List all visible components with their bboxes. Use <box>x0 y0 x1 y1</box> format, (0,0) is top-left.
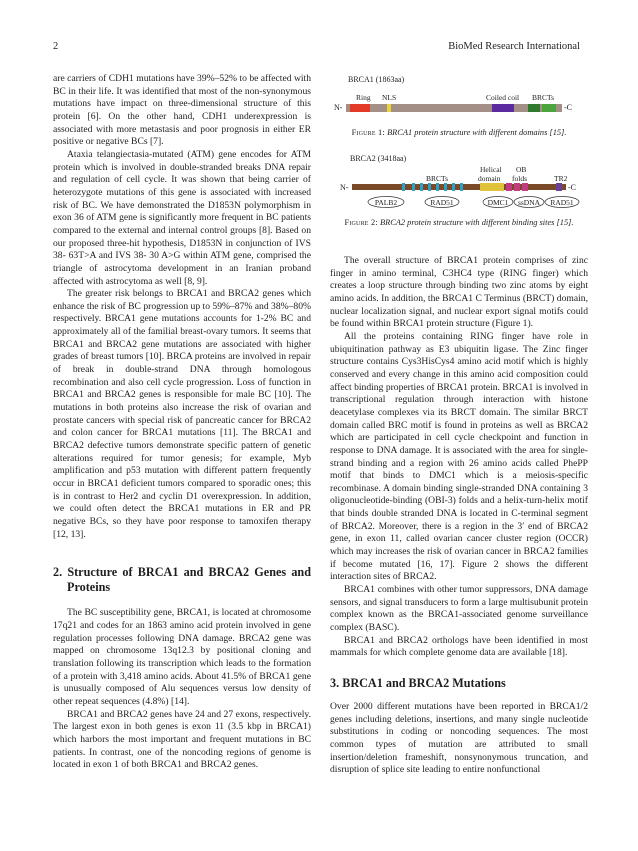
helical-domain <box>480 183 504 191</box>
ob-fold <box>514 183 520 191</box>
c-terminus-label: -C <box>564 103 572 112</box>
binding-site-rad51: RAD51 <box>430 198 454 207</box>
nls-domain <box>387 104 391 112</box>
c-terminus-label: -C <box>568 183 576 192</box>
binding-site-dmc1: DMC1 <box>487 198 509 207</box>
tr2-domain <box>556 183 562 191</box>
brct-domain-1 <box>528 104 540 112</box>
paragraph: The overall structure of BRCA1 protein comprises of zinc finger in amino terminal, C3HC4 type (RING finger) which creates a loop structure through binding two zinc atoms by eight amino acids. In addition, the BRCA1 C Terminus (BRCT) domain, nuclear localization signal, and nuclear export signal motifs could be found within BRCA1 protein structure (Figure 1). <box>330 255 588 330</box>
protein-bar <box>352 184 566 190</box>
paragraph: BRCA1 and BRCA2 orthologs have been identified in most mammals for which complete genome data are available [18]. <box>330 634 588 659</box>
ring-label: Ring <box>356 93 371 102</box>
n-terminus-label: N- <box>334 103 343 112</box>
binding-site-ssdna: ssDNA <box>517 198 541 207</box>
section-heading: 2. Structure of BRCA1 and BRCA2 Genes and Proteins <box>53 565 311 595</box>
ob-fold <box>522 183 528 191</box>
binding-site-rad51-c: RAD51 <box>550 198 574 207</box>
binding-site-palb2: PALB2 <box>374 198 398 207</box>
figure-2 <box>330 152 588 228</box>
caption-text: BRCA2 protein structure with different binding sites [15]. <box>379 218 574 227</box>
running-header: BioMed Research International <box>448 41 580 52</box>
ring-domain <box>350 104 370 112</box>
coiled-coil-label: Coiled coil <box>486 93 520 102</box>
brc-repeat <box>460 183 463 191</box>
right-column <box>330 255 588 777</box>
brcts-label: BRCTs <box>532 93 554 102</box>
nls-label: NLS <box>382 93 397 102</box>
paragraph: BRCA1 combines with other tumor suppressors, DNA damage sensors, and signal transducers to form a large multisubunit protein complex known as the BRCA1-associated genome surveillance complex (BASC). <box>330 584 588 634</box>
ob-label-2: folds <box>512 174 527 183</box>
paragraph: Ataxia telangiectasia-mutated (ATM) gene encodes for ATM protein which is involved in double-stranded breaks DNA repair and regulation of cell cycle. It was shown that being carrier of heterozygote mutations of this gene is associated with increased risk of BC. We have demonstrated the D1853N polymorphism in exon 36 of ATM gene is significantly more frequent in BC patients compared to the external and internal control groups [8]. Based on our proposed three-hit hypothesis, D1853N in conjunction of IVS 38- 63T>A and IVS 38- 30 A>G within ATM gene, comprised the triangle of astrocytoma development in an Iranian proband affected with astrocytoma as well [8, 9]. <box>53 148 311 287</box>
paragraph: The greater risk belongs to BRCA1 and BRCA2 genes which enhance the risk of BC progression up to 59%–87% and 38%–80% respectively. BRCA1 gene mutations accounts for 1-2% BC and approximately all of the familial breast-ovary tumors. It seems that BRCA1 and BRCA2 gene mutations are associated with higher grades of breast tumors [10]. BRCA proteins are involved in repair of break in double-strand DNA through homologous recombination and also cell cycle progression. Loss of function in BRCA1 and BRCA2 genes is responsible for male BC [10]. The mutations in both proteins also increase the risk of ovarian and prostate cancers with special risk of pancreatic cancer for BRCA2 and colon cancer for BRCA1 mutations [11]. The BRCA1 and BRCA2 defective tumors demonstrate specific pattern of genetic alterations required for tumor genesis; for example, Myb amplification and p53 mutation with different pattern frequently occur in BRCA1 deficient tumors compared to sporadic ones; this is in contrast to Her2 and cyclin D1 overexpression. In addition, we could often detect the BRCA1 mutations in ER and PR negative BCs, so they have poor response to tamoxifen therapy [12, 13]. <box>53 288 311 540</box>
coiled-coil-domain <box>492 104 514 112</box>
caption-text: BRCA1 protein structure with different domains [15]. <box>387 128 567 137</box>
brct-domain-2 <box>542 104 556 112</box>
n-terminus-label: N- <box>340 183 349 192</box>
figure-1-caption <box>330 127 588 138</box>
paragraph: are carriers of CDH1 mutations have 39%–52% to be affected with BC in their life. It was identified that most of the non-synonymous mutations have impact on three-dimensional structure of this protein [6]. On the other hand, CDH1 underexpression is associated with more metastasis and poor prognosis in either ER positive or negative BCs [7]. <box>53 73 311 148</box>
section-heading: 3. BRCA1 and BRCA2 Mutations <box>330 676 506 690</box>
helical-label-1: Helical <box>480 165 502 174</box>
figure-1 <box>330 74 588 138</box>
brc-repeat <box>402 183 405 191</box>
brc-repeat <box>412 183 415 191</box>
brc-repeat <box>428 183 431 191</box>
paragraph: BRCA1 and BRCA2 genes have 24 and 27 exons, respectively. The largest exon in both genes is exon 11 (3.5 kbp in BRCA1) which harbors the most important and frequent mutations in BC patients. In contrast, one of the noncoding regions of genome is located in exon 1 of both BRCA1 and BRCA2 genes. <box>53 708 311 771</box>
tr2-label: TR2 <box>554 174 568 183</box>
brca2-domain-diagram <box>330 152 588 210</box>
figure-2-caption <box>330 217 588 228</box>
brc-repeat <box>420 183 423 191</box>
paragraph: All the proteins containing RING finger have role in ubiquitination pathway as E3 ubiquitin ligase. The Zinc finger structure contains Cys3HisCys4 amino acid motif which is highly conserved and every change in this amino acid composition could affect binding properties of BRCA1 protein. BRCA1 is involved in transcriptional regulation through interaction with histone deacetylase complexes via its BRCT domain. The similar BRCT domain called BRC motif is found in proteins as well as BRCA2 which are participated in cell cycle checkpoint and function in response to DNA damage. It is associated with the area for single-strand binding and a region with 26 amino acids called PhePP motif that binds to DMC1 which is a meiosis-specific recombinase. A domain binding single-stranded DNA containing 3 oligonucleotide-binding (OBI-3) folds and a helix-turn-helix motif that binds double stranded DNA is located in C-terminal segment of BRCA2. Moreover, there is a region in the 3′ end of BRCA2 gene, in exon 11, called ovarian cancer cluster region (OCCR) which may increases the risk of ovarian cancer in BRCA2 families if become mutated [16, 17]. Figure 2 shows the different interaction sites of BRCA2. <box>330 330 588 583</box>
figure-label: Figure 1: <box>351 128 385 137</box>
brca1-domain-diagram <box>330 74 588 120</box>
page-number: 2 <box>53 41 59 52</box>
helical-label-2: domain <box>478 174 501 183</box>
ob-fold <box>506 183 512 191</box>
paragraph: The BC susceptibility gene, BRCA1, is located at chromosome 17q21 and codes for an 1863 amino acid protein involved in gene regulation processes following DNA damage. BRCA2 gene was mapped on chromosome 13q12.3 by positional cloning and translation following its transcription which leads to the formation of a protein with 3,418 amino acids. About 41.5% of BRCA1 gene is unusually composed of Alu sequences versus low density of other repeat sequences (4.8%) [14]. <box>53 607 311 707</box>
paragraph: Over 2000 different mutations have been reported in BRCA1/2 genes including deletions, insertions, and many single nucleotide substitutions in coding or noncoding sequences. The most common types of mutation are attributed to small insertion/deletion frameshift, nonsynonymous truncation, and disruption of splice site leading to entire nonfunctional <box>330 701 588 776</box>
fig2-title: BRCA2 (3418aa) <box>350 154 407 163</box>
brc-repeat <box>436 183 439 191</box>
brc-repeat <box>452 183 455 191</box>
ob-label-1: OB <box>516 165 527 174</box>
fig1-title: BRCA1 (1863aa) <box>348 75 405 84</box>
left-column <box>53 73 311 772</box>
brc-repeat <box>444 183 447 191</box>
brcts-label: BRCTs <box>426 174 448 183</box>
figure-label: Figure 2: <box>344 218 378 227</box>
